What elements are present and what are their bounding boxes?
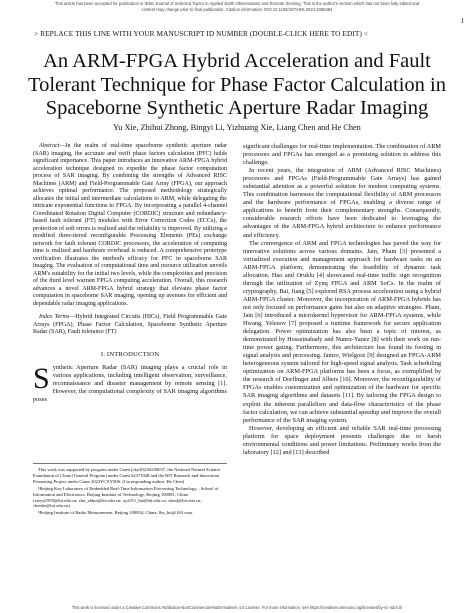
paragraph: In recent years, the integration of ARM (Advanced RISC Machines) processors and FPGAs (Field-Programmable Gate Arrays) has gained substantial attention as a powerful solution for modern computing systems. This combination harnesses the computational flexibility of ARM processors and the hardware performance of FPGAs, enabling a diverse range of applications to benefit from their complementary strengths. Consequently, considerable research efforts have been dedicated to leveraging the advantages of the ARM-FPGA hybrid architecture to enhance performance and efficiency. — [243, 167, 441, 239]
introduction-text: ynthetic Aperture Radar (SAR) imaging plays a crucial role in various applications, including intelligent observation, surveillance, reconnaissance and disaster management by remote sensing [1]. However, the computational complexity of SAR imaging algorithms poses — [33, 363, 227, 403]
license-footer: This work is licensed under a Creative Commons Attribution-NonCommercial-NoDerivatives 4.0 License. For more information, see https://creativecommons.org/licenses/by-nc-nd/4.0/ — [71, 605, 403, 610]
abstract — [33, 143, 227, 308]
drop-cap: S — [33, 361, 50, 395]
section-heading: I. INTRODUCTION — [100, 350, 160, 358]
paragraph: significant challenges for real-time implementation. The combination of ARM processors and FPGAs has emerged as a promising solution to address this challenge. — [243, 143, 441, 167]
right-column — [243, 143, 441, 457]
abstract-label: Abstract — [39, 143, 60, 149]
abstract-text: —In the realm of real-time spaceborne synthetic aperture radar (SAR) imaging, the accurate and swift phase factors calculation (PFC) holds significant importance. This paper introduces an innovative ARM-FPGA hybrid acceleration technique designed to expedite the phase factor computation process of SAR imaging. By combining the strengths of Advanced RISC Machines (ARM) and Field-Programmable Gate Array (FPGA), our approach achieves optimal performance. The proposed methodology strategically allocates the initial and intermediate calculations to ARM, while delegating the intricate exponential functions to FPGA. By incorporating a parallel 4-channel Coordinated Rotation Digital Computer (CORDIC) structure and redundancy-based fault tolerant (FT) modules with Error Correction Codes (ECCs), the protection of soft errors is realized and the reliability is improved. By utilizing a modified three-tiered reconfigurable Processing Elements (PEs) exchange network for fault tolerant CORDIC processors, the acceleration of computing time is realized and hardware overhead is reduced. A comprehensive prototype verification illustrates the method's efficacy for PFC in spaceborne SAR imaging. The evaluation of computational time and resource utilization unveils ARM's suitability for the initial two levels, while the complexities and precision of the third level warrant FPGA computing acceleration. Overall, this research advances a novel ARM-FPGA hybrid strategy that elevates phase factor computation in spaceborne SAR imaging, opening up avenues for efficient and dependable radar imaging applications. — [33, 143, 227, 307]
paper-title: An ARM-FPGA Hybrid Acceleration and Fault Tolerant Technique for Phase Factor Calculation in Spaceborne Synthetic Aperture Radar Imaging — [27, 50, 447, 119]
manuscript-id-placeholder[interactable]: > REPLACE THIS LINE WITH YOUR MANUSCRIPT ID NUMBER (DOUBLE-CLICK HERE TO EDIT) < — [34, 29, 369, 38]
publication-notice-line-2: content may change prior to final publication. Citation information: DOI 10.1109/JSTARS.2024.3365484 — [141, 6, 333, 12]
paragraph: However, developing an efficient and reliable SAR real-time processing platform for space deployment presents challenges due to harsh environmental conditions and power limitations. Preliminary works from the laboratory [12] and [13] described — [243, 424, 441, 456]
footnote-funding: This work was supported by program under Grant jcky2021601B037, the National Natural Science Foundation of China (General Program) under Grant 62371048 and the BIT Research and Innovation Promoting Project under Grant 2023YCXY006. (Corresponding author: He Chen) — [33, 467, 221, 484]
footnotes — [33, 463, 227, 517]
index-terms-label: Index Terms — [39, 314, 70, 320]
index-terms-text: —Hybrid Integrated Circuits (HICs), Field Programmable Gate Arrays (FPGA), Phase Factor Calculation, Spaceborne Synthetic Aperture Radar (SAR), Fault tolerance (FT) — [33, 314, 227, 335]
publication-notice — [0, 1, 474, 12]
left-column — [33, 143, 227, 404]
introduction — [33, 361, 227, 404]
footnote-affiliation-1: ¹Beijing Key Laboratory of Embedded Real-Time Information Processing Technology, , School of Information and Electronics, Beijing Institute of Technology, Beijing 100081, China (xieyu1993@bit.edu.cn; zhu_zhhui@bit.edu.cn; xyz551_bit@bit.edu.cn; chenl@bit.edu.cn; chenhe@bit.edu.cn). — [33, 485, 219, 509]
publication-notice-line-1: This article has been accepted for publication in IEEE Journal of Selected Topics in Applied Earth Observations and Remote Sensing. This is the author's version which has not been fully edited and — [54, 1, 420, 6]
footnote-affiliation-2: ²Beijing Institute of Radio Measurement, Beijing 100854, China; lby_bit@163.com. — [38, 510, 194, 516]
author-list: Yu Xie, Zhihui Zhong, Bingyi Li, Yizhuang Xie, Liang Chen and He Chen — [113, 123, 361, 132]
index-terms — [33, 314, 227, 337]
paragraph: The convergence of ARM and FPGA technologies has paved the way for innovative solutions across various domains. Jain, Pham [3] presented a virtualized execution and management approach for hardware tasks on an ARM-FPGA platform, demonstrating the feasibility of dynamic task allocation. Hao and Oruklu [4] showcased real-time traffic sign recognition through the utilization of Zynq FPGA and ARM SoCs. In the realm of cryptography, Bai, Jiang [5] explored RSA process acceleration using a hybrid ARM-FPGA cluster. Moreover, the incorporation of ARM-FPGA hybrids has not only focused on performance gains but also on adaptive strategies. Pham, Jain [6] introduced a microkernel hypervisor for ARM-FPGA systems, while Hwang, Yeleuov [7] proposed a runtime framework for secure application delegation. Power optimization has also been a topic of interest, as demonstrated by Hosseinabady and Nunez-Yanez [8] with their work on run-time power gating. Furthermore, this architecture has found its footing in signal analysis and processing. Jamro, Wielgosz [9] designed an FPGA-ARM heterogeneous system tailored for high-speed signal analysis. Task scheduling optimization on ARM-FPGA platforms has been a focus, as exemplified by the research of Dorflinger and Albers [10]. Moreover, the reconfigurability of FPGAs enables customization and optimization of the hardware for specific SAR imaging algorithms and datasets [11]. By tailoring the FPGA design to exploit the inherent parallelism and data-flow characteristics of the phase factor calculation, we can achieve substantial speedup and improve the overall performance of the SAR imaging system. — [243, 239, 441, 424]
page-number: 1 — [460, 17, 464, 25]
